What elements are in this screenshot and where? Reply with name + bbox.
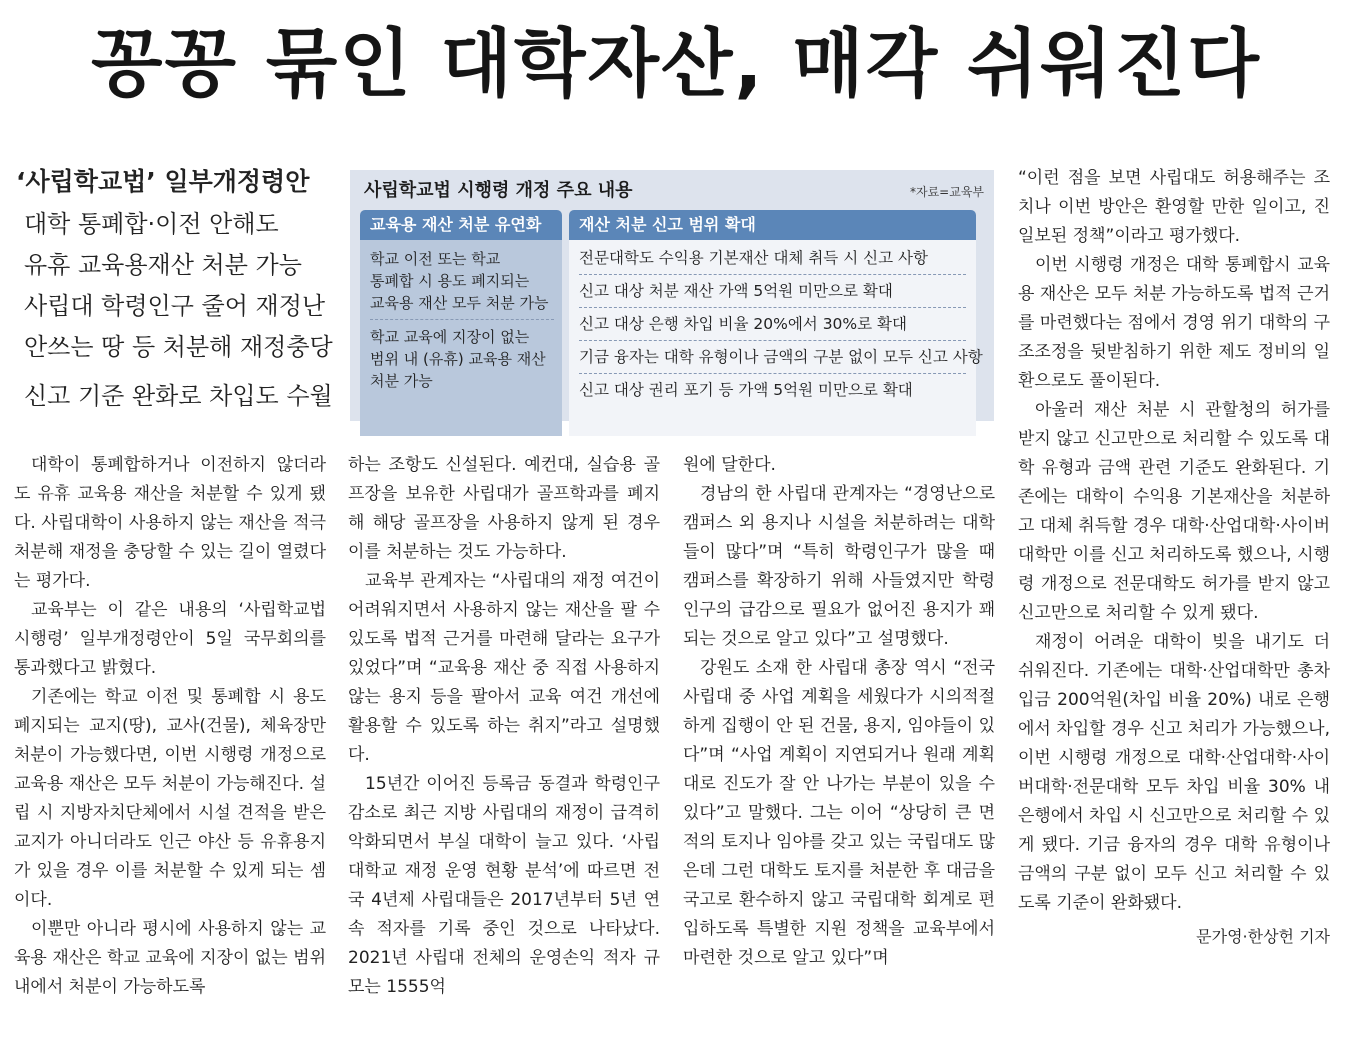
table-left-item: 학교 교육에 지장이 없는 범위 내 (유휴) 교육용 재산 처분 가능 <box>370 328 546 390</box>
subhead-line: 유휴 교육용재산 처분 가능 <box>24 251 302 279</box>
table-right-item: 전문대학도 수익용 기본재산 대체 취득 시 신고 사항 <box>579 242 966 275</box>
subhead-line: 대학 통폐합·이전 안해도 <box>24 210 279 238</box>
table-left-column <box>360 210 562 436</box>
subhead-law-title: ‘사립학교법’ 일부개정령안 <box>16 167 310 196</box>
subhead-line: 안쓰는 땅 등 처분해 재정충당 <box>24 333 333 361</box>
paragraph: 이뿐만 아니라 평시에 사용하지 않는 교육용 재산은 학교 교육에 지장이 없는 범위 내에서 처분이 가능하도록 <box>14 919 326 997</box>
table-left-header: 교육용 재산 처분 유연화 <box>360 210 562 240</box>
paragraph: 이번 시행령 개정은 대학 통폐합시 교육용 재산은 모두 처분 가능하도록 법적 근거를 마련했다는 점에서 경영 위기 대학의 구조조정을 뒷받침하기 위한 제도 정비의 일환으로도 풀이된다. <box>1018 255 1330 391</box>
subheads <box>16 160 336 417</box>
table-left-item: 학교 이전 또는 학교 통폐합 시 용도 폐지되는 교육용 재산 모두 처분 가능 <box>370 250 549 312</box>
paragraph: “이런 점을 보면 사립대도 허용해주는 조치나 이번 방안은 환영할 만한 일이고, 진일보된 정책”이라고 평가했다. <box>1018 168 1331 246</box>
table-source: *자료=교육부 <box>909 185 984 199</box>
paragraph: 원에 달한다. <box>683 455 776 475</box>
paragraph: 교육부는 이 같은 내용의 ‘사립학교법 시행령’ 일부개정령안이 5일 국무회의를 통과했다고 밝혔다. <box>14 600 326 678</box>
table-divider <box>370 319 554 320</box>
paragraph: 강원도 소재 한 사립대 총장 역시 “전국 사립대 중 사업 계획을 세웠다가 시의적절하게 집행이 안 된 건물, 용지, 임야들이 있다”며 “사업 계획이 지연되거나 원래 계획대로 진도가 잘 안 나가는 부분이 있을 수 있다”고 말했다. 그는 이어 “상당히 큰 면적의 토지나 임야를 갖고 있는 국립대도 많은데 그런 대학도 토지를 처분한 후 대금을 국고로 환수하지 않고 국립대학 회계로 편입하도록 특별한 지원 정책을 교육부에서 마련한 것으로 알고 있다”며 <box>683 658 995 968</box>
paragraph: 재정이 어려운 대학이 빚을 내기도 더 쉬워진다. 기존에는 대학·산업대학만 총차입금 200억원(차입 비율 20%) 내로 은행에서 차입할 경우 신고 처리가 가능했으나, 이번 시행령 개정으로 대학·산업대학·사이버대학·전문대학 모두 차입 비율 30% 내 은행에서 차입 시 신고만으로 처리할 수 있게 됐다. 기금 융자의 경우 대학 유형이나 금액의 구분 없이 모두 신고 처리할 수 있도록 기준이 완화됐다. <box>1018 632 1330 913</box>
table-right-header: 재산 처분 신고 범위 확대 <box>569 210 976 240</box>
article-column-4 <box>1018 164 1330 951</box>
paragraph: 15년간 이어진 등록금 동결과 학령인구 감소로 최근 지방 사립대의 재정이 급격히 악화되면서 부실 대학이 늘고 있다. ‘사립대학교 재정 운영 현황 분석’에 따르면 전국 4년제 사립대들은 2017년부터 5년 연속 적자를 기록 중인 것으로 나타났다. 2021년 사립대 전체의 운영손익 적자 규모는 1555억 <box>348 774 661 997</box>
subhead-line: 사립대 학령인구 줄어 재정난 <box>24 292 326 320</box>
paragraph: 교육부 관계자는 “사립대의 재정 여건이 어려워지면서 사용하지 않는 재산을 팔 수 있도록 법적 근거를 마련해 달라는 요구가 있었다”며 “교육용 재산 중 직접 사용하지 않는 용지 등을 팔아서 교육 여건 개선에 활용할 수 있도록 하는 취지”라고 설명했다. <box>348 571 660 765</box>
table-right-column <box>569 210 983 436</box>
table-title: 사립학교법 시행령 개정 주요 내용 <box>364 180 633 201</box>
paragraph: 대학이 통폐합하거나 이전하지 않더라도 유휴 교육용 재산을 처분할 수 있게 됐다. 사립대학이 사용하지 않는 재산을 적극 처분해 재정을 충당할 수 있는 길이 열렸다는 평가다. <box>14 455 326 591</box>
article-column-2 <box>348 451 660 1002</box>
paragraph: 하는 조항도 신설된다. 예컨대, 실습용 골프장을 보유한 사립대가 골프학과를 폐지해 해당 골프장을 사용하지 않게 된 경우 이를 처분하는 것도 가능하다. <box>348 455 660 562</box>
paragraph: 아울러 재산 처분 시 관할청의 허가를 받지 않고 신고만으로 처리할 수 있도록 대학 유형과 금액 관련 기준도 완화된다. 기존에는 대학이 수익용 기본재산을 처분하고 대체 취득할 경우 대학·산업대학·사이버대학만 이를 신고 처리하도록 했으나, 시행령 개정으로 전문대학도 허가를 받지 않고 신고만으로 처리할 수 있게 됐다. <box>1018 400 1331 623</box>
table-right-item: 기금 융자는 대학 유형이나 금액의 구분 없이 모두 신고 사항 <box>579 341 966 374</box>
paragraph: 경남의 한 사립대 관계자는 “경영난으로 캠퍼스 외 용지나 시설을 처분하려는 대학들이 많다”며 “특히 학령인구가 많을 때 캠퍼스를 확장하기 위해 사들였지만 학령인구의 급감으로 필요가 없어진 용지가 꽤 되는 것으로 알고 있다”고 설명했다. <box>683 484 995 649</box>
article-column-1 <box>14 451 326 1002</box>
table-right-item: 신고 대상 처분 재산 가액 5억원 미만으로 확대 <box>579 275 966 308</box>
byline: 문가영·한상헌 기자 <box>1196 927 1330 946</box>
paragraph: 기존에는 학교 이전 및 통폐합 시 용도 폐지되는 교지(땅), 교사(건물), 체육장만 처분이 가능했다면, 이번 시행령 개정으로 교육용 재산은 모두 처분이 가능해진다. 설립 시 지방자치단체에서 시설 견적을 받은 교지가 아니더라도 인근 야산 등 유휴용지가 있을 경우 이를 처분할 수 있게 되는 셈이다. <box>14 687 326 910</box>
info-table <box>350 170 994 421</box>
subhead-line: 신고 기준 완화로 차입도 수월 <box>24 382 333 410</box>
headline: 꽁꽁 묶인 대학자산, 매각 쉬워진다 <box>91 21 1261 107</box>
table-right-item: 신고 대상 은행 차입 비율 20%에서 30%로 확대 <box>579 308 966 341</box>
article-column-3 <box>683 451 995 973</box>
table-right-item: 신고 대상 권리 포기 등 가액 5억원 미만으로 확대 <box>579 381 913 399</box>
